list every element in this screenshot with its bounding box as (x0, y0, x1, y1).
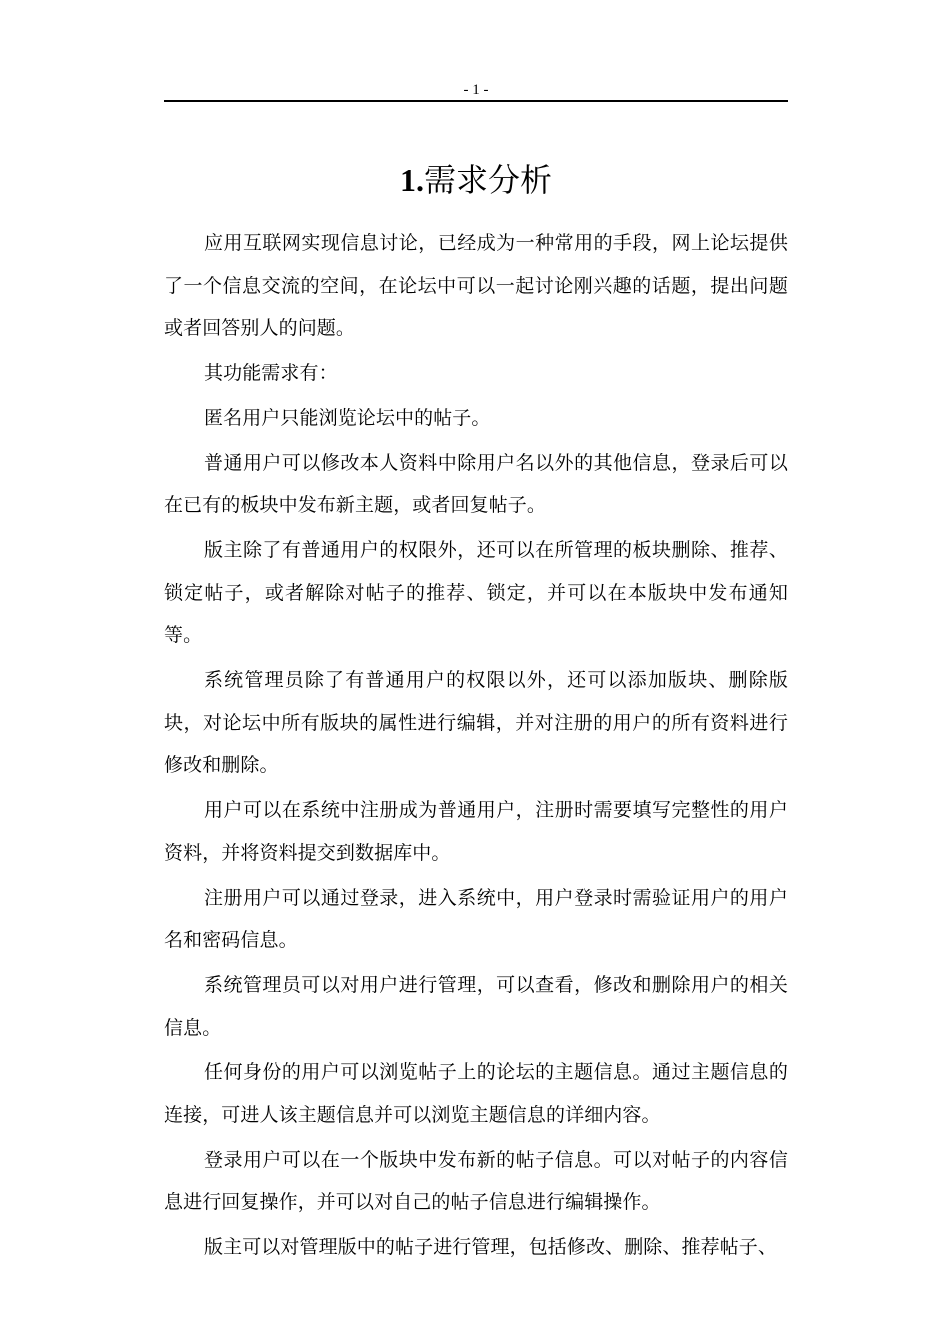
section-number: 1. (399, 162, 424, 198)
page-number: - 1 - (463, 82, 489, 98)
body-text (164, 222, 788, 1271)
paragraph-user-management: 系统管理员可以对用户进行管理，可以查看，修改和删除用户的相关信息。 (164, 973, 788, 1039)
section-title-text: 需求分析 (423, 161, 552, 199)
paragraph-browse-topics: 任何身份的用户可以浏览帖子上的论坛的主题信息。通过主题信息的连接，可进人该主题信息并可以浏览主题信息的详细内容。 (164, 1061, 788, 1127)
paragraph-requirements-heading: 其功能需求有： (204, 362, 338, 385)
paragraph-intro: 应用互联网实现信息讨论，已经成为一种常用的手段，网上论坛提供了一个信息交流的空间，在论坛中可以一起讨论刚兴趣的话题，提出问题或者回答别人的问题。 (164, 232, 788, 340)
paragraph-anonymous-user: 匿名用户只能浏览论坛中的帖子。 (204, 406, 491, 429)
paragraph-moderator: 版主除了有普通用户的权限外，还可以在所管理的板块删除、推荐、锁定帖子，或者解除对帖子的推荐、锁定，并可以在本版块中发布通知等。 (164, 538, 788, 647)
section-title (164, 156, 788, 204)
page-header (164, 80, 788, 102)
paragraph-post-reply: 登录用户可以在一个版块中发布新的帖子信息。可以对帖子的内容信息进行回复操作，并可以对自己的帖子信息进行编辑操作。 (164, 1148, 788, 1214)
paragraph-registration: 用户可以在系统中注册成为普通用户，注册时需要填写完整性的用户资料，并将资料提交到数据库中。 (164, 799, 788, 864)
paragraph-login: 注册用户可以通过登录，进入系统中，用户登录时需验证用户的用户名和密码信息。 (164, 886, 788, 952)
paragraph-moderator-manage: 版主可以对管理版中的帖子进行管理，包括修改、删除、推荐帖子、 (204, 1236, 778, 1259)
paragraph-admin: 系统管理员除了有普通用户的权限以外，还可以添加版块、删除版块，对论坛中所有版块的属性进行编辑，并对注册的用户的所有资料进行修改和删除。 (164, 669, 788, 777)
paragraph-regular-user: 普通用户可以修改本人资料中除用户名以外的其他信息，登录后可以在已有的板块中发布新主题，或者回复帖子。 (164, 451, 788, 517)
